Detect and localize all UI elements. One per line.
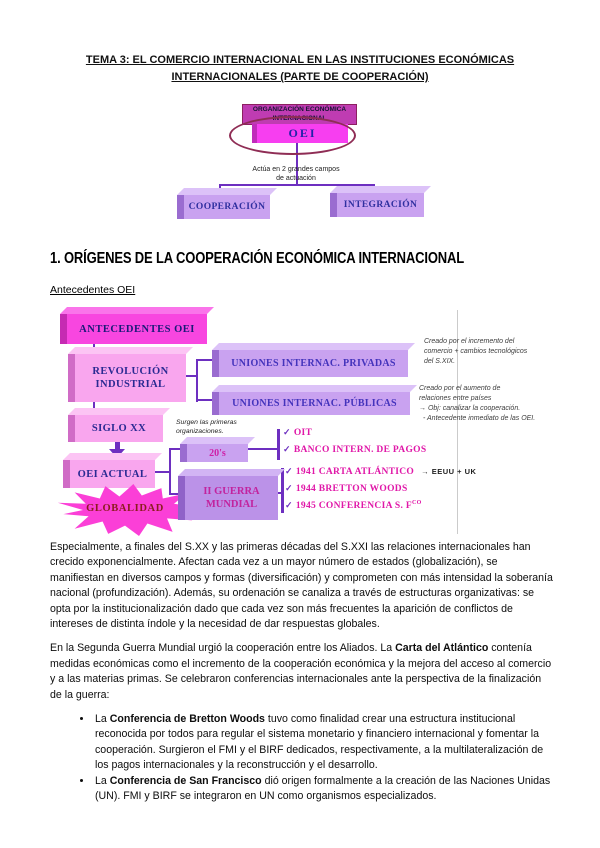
- revolucion-line2: INDUSTRIAL: [95, 379, 166, 390]
- paragraph-1: Especialmente, a finales del S.XX y las primeras décadas del S.XXI las relaciones internacionales han crecido exponencialmente. Afectan cada vez a un mayor número de estados (globalización), se manifiestan en diversos campos y formas (diversificación) y comprometen con más intensidad la soberanía nacional (profundización). Además, su ordenación se canaliza a través de estructuras organizativas: se opta por la institucionalización dado que cada vez son más frecuentes la aparición de conflictos de intereses de distinta índole y la necesidad de dar respuestas globales.: [50, 541, 553, 631]
- integracion-box: [330, 186, 424, 217]
- list-item: • La Conferencia de San Francisco dió origen formalmente a la creación de las Naciones Unidas (UN). FMI y BIRF se integraron en UN como organismos especializados.: [93, 774, 553, 805]
- connector-line: [196, 359, 212, 361]
- annotation-publicas-line3: → Obj: canalizar la cooperación.: [419, 405, 521, 412]
- antecedentes-label: ANTECEDENTES OEI: [67, 314, 207, 344]
- surgen-line1: Surgen las primeras: [176, 419, 237, 426]
- uniones-privadas-label: UNIONES INTERNAC. PRIVADAS: [219, 350, 408, 377]
- bracket-line: [281, 468, 284, 513]
- connector-line: [248, 448, 278, 450]
- check-item-1945: [285, 500, 422, 511]
- uniones-publicas-label: UNIONES INTERNAC. PÚBLICAS: [219, 392, 410, 415]
- integracion-label: INTEGRACIÓN: [337, 193, 424, 217]
- list-item: • La Conferencia de Bretton Woods tuvo como finalidad crear una estructura institucional reconocida por todos para regular el sistema monetario y financiero internacional y fomentar la cooperación. Surgieron el FMI y el BIRF dedicados, respectivamente, a la multilateralización de los pagos internacionales y la reconstrucción y el desarrollo.: [93, 712, 553, 774]
- connector-line: [169, 448, 180, 450]
- ii-guerra-mundial-box: [178, 469, 278, 520]
- cooperacion-box: [177, 188, 270, 219]
- revolucion-label-wrap: [75, 354, 186, 402]
- antecedentes-box: [60, 307, 207, 344]
- oei-acronym-box: OEI: [252, 124, 348, 143]
- check-item-oit: [283, 427, 312, 438]
- antecedentes-flow-diagram: [0, 300, 600, 542]
- check-icon: ✓: [285, 500, 293, 511]
- siglo-xx-box: [68, 408, 163, 442]
- twenties-label: 20's: [187, 444, 248, 462]
- revolucion-industrial-box: [68, 347, 186, 402]
- bracket-line: [277, 429, 280, 460]
- surgen-note: [176, 419, 260, 436]
- doc-title-line1: TEMA 3: EL COMERCIO INTERNACIONAL EN LAS INSTITUCIONES ECONÓMICAS: [85, 54, 515, 66]
- doc-title-line2: INTERNACIONALES (PARTE DE COOPERACIÓN): [171, 71, 429, 83]
- globalidad-label: GLOBALIDAD: [86, 503, 164, 514]
- org-economica-label: ORGANIZACIÓN ECONÓMICA INTERNACIONAL: [252, 106, 347, 122]
- uniones-publicas-box: [212, 385, 410, 415]
- oei-ellipse: [229, 116, 356, 155]
- annotation-publicas-line4: - Antecedente inmediato de las OEI.: [423, 415, 536, 422]
- twenties-box: [180, 437, 248, 462]
- check-icon: ✓: [285, 483, 293, 493]
- section-subheading: Antecedentes OEI: [50, 284, 136, 296]
- oei-overview-diagram: [0, 100, 600, 232]
- connector-line: [169, 448, 171, 495]
- revolucion-line1: REVOLUCIÓN: [92, 366, 169, 377]
- check-item-1941: [285, 466, 476, 477]
- oit-label: OIT: [293, 428, 313, 438]
- diagram-caption: [226, 165, 366, 183]
- caption-line1: Actúa en 2 grandes campos: [252, 166, 340, 173]
- paragraph-2: En la Segunda Guerra Mundial urgió la cooperación entre los Aliados. La Carta del Atlántico contenía medidas económicas como el incremento de la cooperación económica y la mejora del acceso al comercio y a las materias primas. Se celebraron conferencias internacionales ante la perspectiva de la finalización de la guerra:: [50, 642, 552, 701]
- conference-list: [50, 712, 553, 804]
- connector-line: [196, 399, 212, 401]
- uniones-privadas-box: [212, 343, 408, 377]
- bretton-woods-label: 1944 BRETTON WOODS: [295, 484, 408, 494]
- carta-atlantico-suffix: → EEUU + UK: [421, 467, 477, 476]
- check-icon: ✓: [283, 444, 291, 454]
- cooperacion-label: COOPERACIÓN: [184, 195, 270, 219]
- guerra-line1: II GUERRA: [203, 486, 260, 497]
- annotation-privadas: Creado por el incremento del comercio + cambios tecnológicos del S.XIX.: [424, 338, 528, 365]
- siglo-xx-label: SIGLO XX: [75, 415, 163, 442]
- body-text: [50, 540, 553, 805]
- connector-line: [93, 401, 95, 408]
- check-icon: ✓: [283, 427, 291, 437]
- conferencia-sf-sup: CO: [411, 500, 422, 506]
- conferencia-sf-label: 1945 CONFERENCIA S. $F^{CO}$: [295, 500, 422, 512]
- caption-line2: de actuación: [276, 175, 316, 182]
- annotation-publicas-line2: relaciones entre países: [419, 395, 492, 402]
- connector-line: [169, 493, 178, 495]
- check-item-1944: [285, 483, 408, 494]
- section-heading: 1. ORÍGENES DE LA COOPERACIÓN ECONÓMICA INTERNACIONAL: [50, 250, 465, 267]
- annotation-publicas-line1: Creado por el aumento de: [419, 385, 501, 392]
- guerra-label-wrap: [185, 476, 278, 520]
- connector-line: [196, 359, 198, 402]
- check-item-banco: [283, 444, 426, 455]
- oei-actual-label: OEI ACTUAL: [70, 460, 155, 488]
- surgen-line2: organizaciones.: [176, 427, 224, 435]
- oei-actual-box: [63, 453, 155, 488]
- check-icon: ✓: [285, 466, 293, 476]
- carta-atlantico-label: 1941 CARTA ATLÁNTICO: [295, 467, 415, 477]
- guerra-line2: MUNDIAL: [205, 499, 258, 510]
- annotation-publicas: [419, 384, 571, 424]
- banco-label: BANCO INTERN. DE PAGOS: [293, 445, 427, 455]
- doc-title: [0, 52, 600, 86]
